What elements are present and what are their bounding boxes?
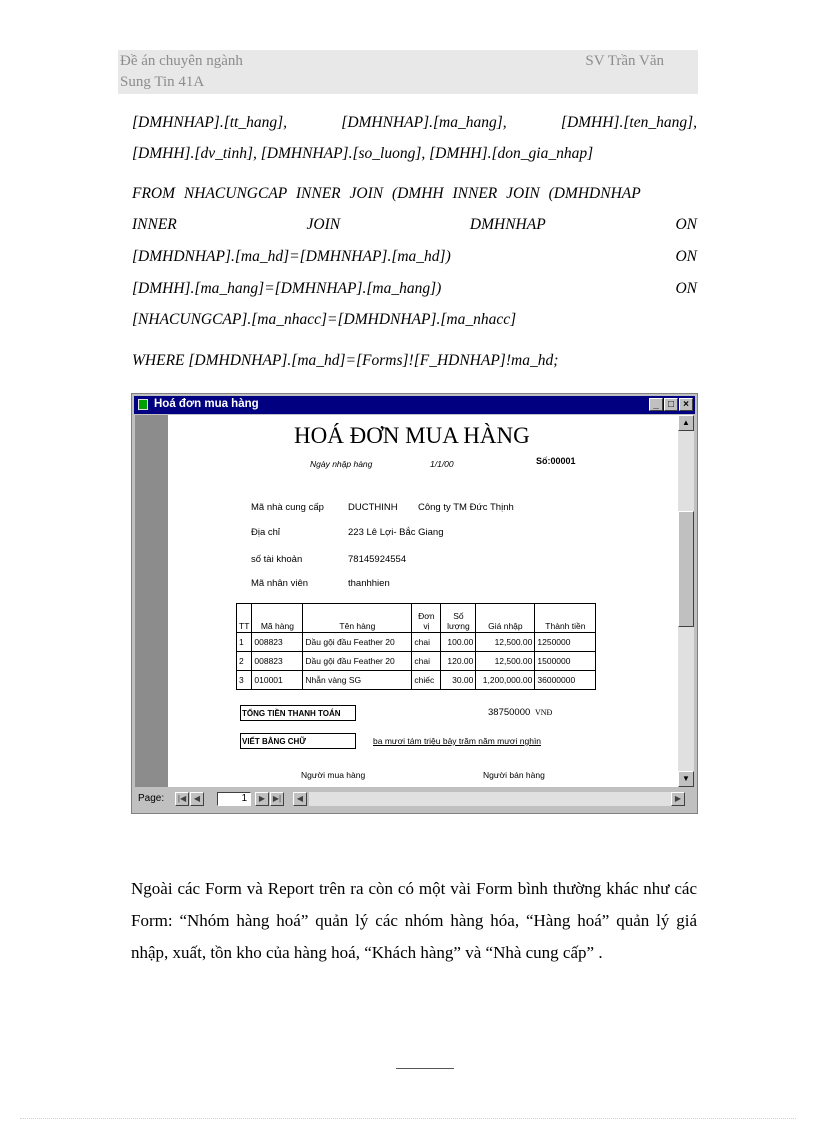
report-title: HOÁ ĐƠN MUA HÀNG: [294, 423, 530, 448]
header-course: Đề án chuyên ngành: [120, 53, 243, 69]
buyer-signature-label: Người mua hàng: [301, 770, 366, 780]
sql-line-2: [DMHH].[dv_tinh], [DMHNHAP].[so_luong], [DMHH].[don_gia_nhap]: [132, 145, 594, 162]
cell-quantity: 120.00: [441, 652, 476, 671]
total-value: 38750000: [488, 707, 531, 718]
cell-unit: chai: [412, 652, 441, 671]
report-icon: [138, 399, 148, 410]
table-header-row: [237, 604, 596, 633]
seller-signature-label: Người bán hàng: [483, 770, 545, 780]
supplier-label: Mã nhà cung cấp: [251, 502, 324, 513]
horizontal-scrollbar[interactable]: [309, 792, 671, 806]
header-class: Sung Tin 41A: [120, 74, 205, 90]
cell-index: 1: [237, 633, 252, 652]
sql-token: INNER: [132, 216, 177, 233]
staff-label: Mã nhân viên: [251, 578, 309, 589]
sql-token: [DMHDNHAP].[ma_hd]=[DMHNHAP].[ma_hd]): [132, 248, 451, 265]
window-titlebar[interactable]: [134, 396, 695, 414]
cell-unit: chai: [412, 633, 441, 652]
minimize-button[interactable]: _: [649, 398, 663, 411]
sql-line-5: [132, 248, 697, 266]
record-navigation-bar: [135, 788, 694, 810]
sql-token: [DMHNHAP].[ma_hang],: [341, 114, 507, 131]
supplier-code: DUCTHINH: [348, 502, 398, 513]
last-page-icon[interactable]: ▶|: [270, 792, 284, 806]
close-button[interactable]: ×: [679, 398, 693, 411]
table-row: [237, 671, 596, 690]
sql-line-3: FROM NHACUNGCAP INNER JOIN (DMHH INNER JOIN (DMHDNHAP: [132, 185, 641, 202]
date-value: 1/1/00: [430, 459, 454, 469]
cell-index: 2: [237, 652, 252, 671]
scroll-left-icon[interactable]: ◀: [293, 792, 307, 806]
sql-token: ON: [675, 216, 697, 233]
cell-code: 008823: [252, 652, 303, 671]
sql-token: [DMHH].[ma_hang]=[DMHNHAP].[ma_hang]): [132, 280, 442, 297]
sql-line-1: [132, 114, 697, 132]
cell-code: 008823: [252, 633, 303, 652]
sql-line-7: [NHACUNGCAP].[ma_nhacc]=[DMHDNHAP].[ma_nhacc]: [132, 311, 517, 328]
window-title: Hoá đơn mua hàng: [154, 398, 259, 410]
previous-page-icon[interactable]: ◀: [190, 792, 204, 806]
cell-name: Dầu gội đầu Feather 20: [303, 652, 412, 671]
total-unit: VNĐ: [535, 708, 553, 717]
first-page-icon[interactable]: |◀: [175, 792, 189, 806]
report-window: [131, 393, 698, 814]
cell-price: 1,200,000.00: [476, 671, 535, 690]
column-header: Mã hàng: [252, 604, 303, 633]
cell-index: 3: [237, 671, 252, 690]
account-value: 78145924554: [348, 554, 407, 565]
cell-quantity: 100.00: [441, 633, 476, 652]
footer-rule: [396, 1068, 454, 1069]
column-header: Giá nhập: [476, 604, 535, 633]
scroll-down-icon[interactable]: ▼: [678, 771, 694, 787]
report-margin: [135, 415, 168, 787]
sql-line-4: [132, 216, 697, 234]
cell-code: 010001: [252, 671, 303, 690]
page-number-input[interactable]: 1: [217, 792, 251, 806]
column-header: Tên hàng: [303, 604, 412, 633]
scroll-thumb[interactable]: [678, 511, 694, 627]
cell-name: Dầu gội đầu Feather 20: [303, 633, 412, 652]
address-value: 223 Lê Lợi- Bắc Giang: [348, 527, 444, 538]
sql-token: [DMHNHAP].[tt_hang],: [132, 114, 288, 131]
scroll-up-icon[interactable]: ▲: [678, 415, 694, 431]
cell-amount: 1500000: [535, 652, 596, 671]
header-student: SV Trần Văn: [585, 53, 664, 69]
sql-token: DMHNHAP: [469, 216, 546, 233]
cell-price: 12,500.00: [476, 633, 535, 652]
words-label-box: VIẾT BẰNG CHỮ: [240, 733, 356, 749]
maximize-button[interactable]: □: [664, 398, 678, 411]
next-page-icon[interactable]: ▶: [255, 792, 269, 806]
cell-name: Nhẫn vàng SG: [303, 671, 412, 690]
sql-token: [DMHH].[ten_hang],: [560, 114, 697, 131]
invoice-number: Số:00001: [536, 456, 576, 466]
column-header: Đơn vị: [412, 604, 441, 633]
cell-amount: 36000000: [535, 671, 596, 690]
cell-amount: 1250000: [535, 633, 596, 652]
sql-line-6: [132, 280, 697, 298]
scroll-right-icon[interactable]: ▶: [671, 792, 685, 806]
report-page: [168, 415, 678, 787]
sql-token: JOIN: [306, 216, 341, 233]
table-row: [237, 633, 596, 652]
items-table: [236, 603, 596, 690]
amount-in-words: ba mươi tám triệu bảy trăm năm mươi nghìn: [373, 736, 542, 746]
page-header: [118, 50, 698, 94]
page-label: Page:: [138, 793, 165, 804]
address-label: Địa chỉ: [251, 527, 281, 538]
column-header: Số lượng: [441, 604, 476, 633]
sql-line-8: WHERE [DMHDNHAP].[ma_hd]=[Forms]![F_HDNHAP]!ma_hd;: [132, 352, 559, 369]
table-row: [237, 652, 596, 671]
sql-token: ON: [675, 248, 697, 265]
total-label-box: TỔNG TIỀN THANH TOÁN: [240, 705, 356, 721]
vertical-scrollbar[interactable]: [678, 415, 694, 787]
column-header: TT: [237, 604, 252, 633]
account-label: số tài khoản: [251, 554, 303, 565]
cell-price: 12,500.00: [476, 652, 535, 671]
date-label: Ngày nhập hàng: [310, 459, 373, 469]
staff-value: thanhhien: [348, 578, 390, 589]
cell-unit: chiếc: [412, 671, 441, 690]
supplier-name: Công ty TM Đức Thịnh: [418, 502, 514, 513]
sql-token: ON: [675, 280, 697, 297]
body-paragraph: Ngoài các Form và Report trên ra còn có một vài Form bình thường khác như các Form: “Nhóm hàng hoá” quản lý các nhóm hàng hóa, “Hàng hoá” quản lý giá nhập, xuất, tồn kho của hàng hoá, “Khách hàng” và “Nhà cung cấp” .: [131, 879, 697, 962]
column-header: Thành tiền: [535, 604, 596, 633]
cell-quantity: 30.00: [441, 671, 476, 690]
page-bottom-border: [20, 1118, 796, 1119]
